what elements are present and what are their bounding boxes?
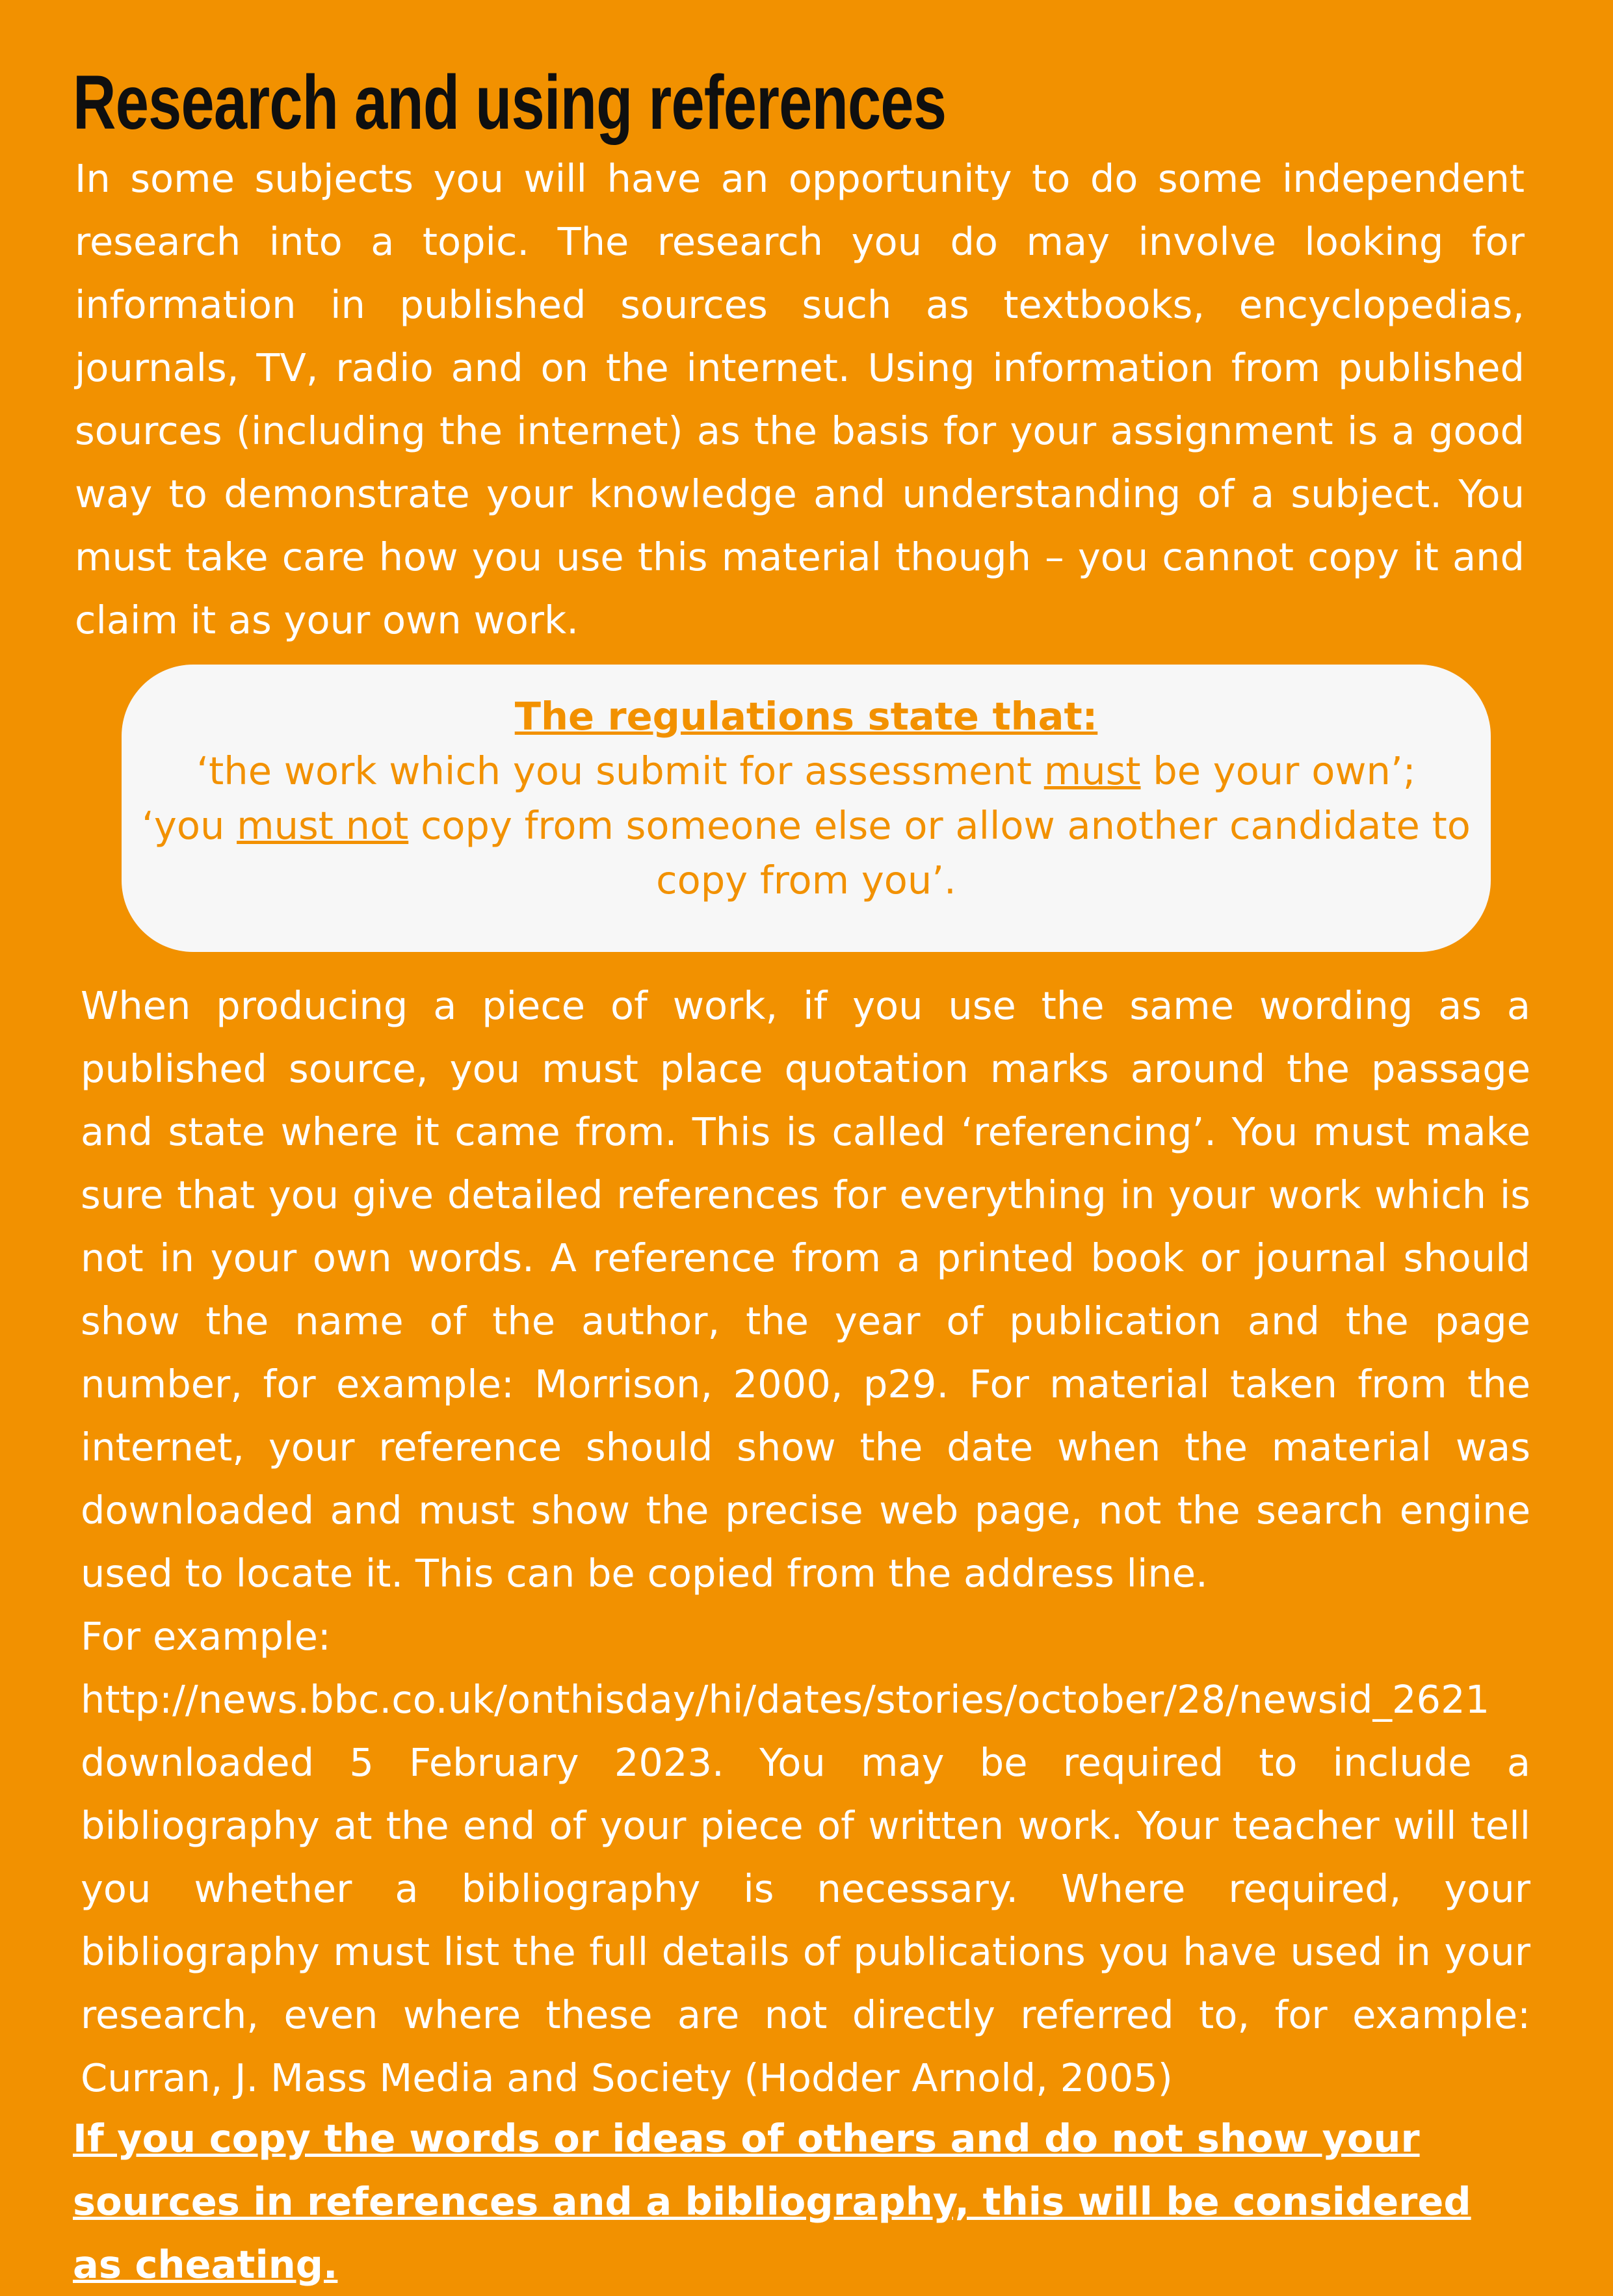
callout-line2-emphasis: must not bbox=[237, 803, 409, 848]
cheating-warning: If you copy the words or ideas of others and do not show your sources in references and a bibliography, this will be considered as cheating. bbox=[73, 2116, 1471, 2287]
callout-line1-post: be your own’; bbox=[1140, 748, 1416, 793]
callout-line-own-work bbox=[122, 744, 1491, 798]
regulations-callout bbox=[122, 665, 1491, 952]
example-url: http://news.bbc.co.uk/onthisday/hi/dates/stories/october/28/newsid_2621 bbox=[81, 1677, 1490, 1722]
referencing-section bbox=[81, 974, 1530, 2109]
bibliography-paragraph: downloaded 5 February 2023. You may be required to include a bibliography at the end of your piece of written work. Your teacher will tell you whether a bibliography is necessary. Where required, your bibliography must list the full details of publications you have used in your research, even where these are not directly referred to, for example: Curran, J. Mass Media and Society (Hodder Arnold, 2005) bbox=[81, 1740, 1530, 2100]
intro-paragraph: In some subjects you will have an opportunity to do some independent research into a topic. The research you do may involve looking for information in published sources such as textbooks, encyclopedias, journals, TV, radio and on the internet. Using information from published sources (including the internet) as the basis for your assignment is a good way to demonstrate your knowledge and understanding of a subject. You must take care how you use this material though – you cannot copy it and claim it as your own work. bbox=[75, 156, 1525, 642]
callout-line2-post: copy from someone else or allow another candidate to copy from you’. bbox=[408, 803, 1471, 903]
example-label: For example: bbox=[81, 1614, 331, 1659]
callout-line1-pre: ‘the work which you submit for assessment bbox=[196, 748, 1044, 793]
referencing-paragraph: When producing a piece of work, if you use the same wording as a published source, you must place quotation marks around the passage and state where it came from. This is called ‘referencing’. You must make sure that you give detailed references for everything in your work which is not in your own words. A reference from a printed book or journal should show the name of the author, the year of publication and the page number, for example: Morrison, 2000, p29. For material taken from the internet, your reference should show the date when the material was downloaded and must show the precise web page, not the search engine used to locate it. This can be copied from the address line. bbox=[81, 983, 1530, 1596]
callout-heading: The regulations state that: bbox=[514, 694, 1098, 739]
page-title: Research and using references bbox=[73, 60, 947, 146]
callout-line2-pre: ‘you bbox=[142, 803, 237, 848]
callout-line1-emphasis: must bbox=[1043, 748, 1141, 793]
callout-line-no-copy bbox=[122, 798, 1491, 908]
